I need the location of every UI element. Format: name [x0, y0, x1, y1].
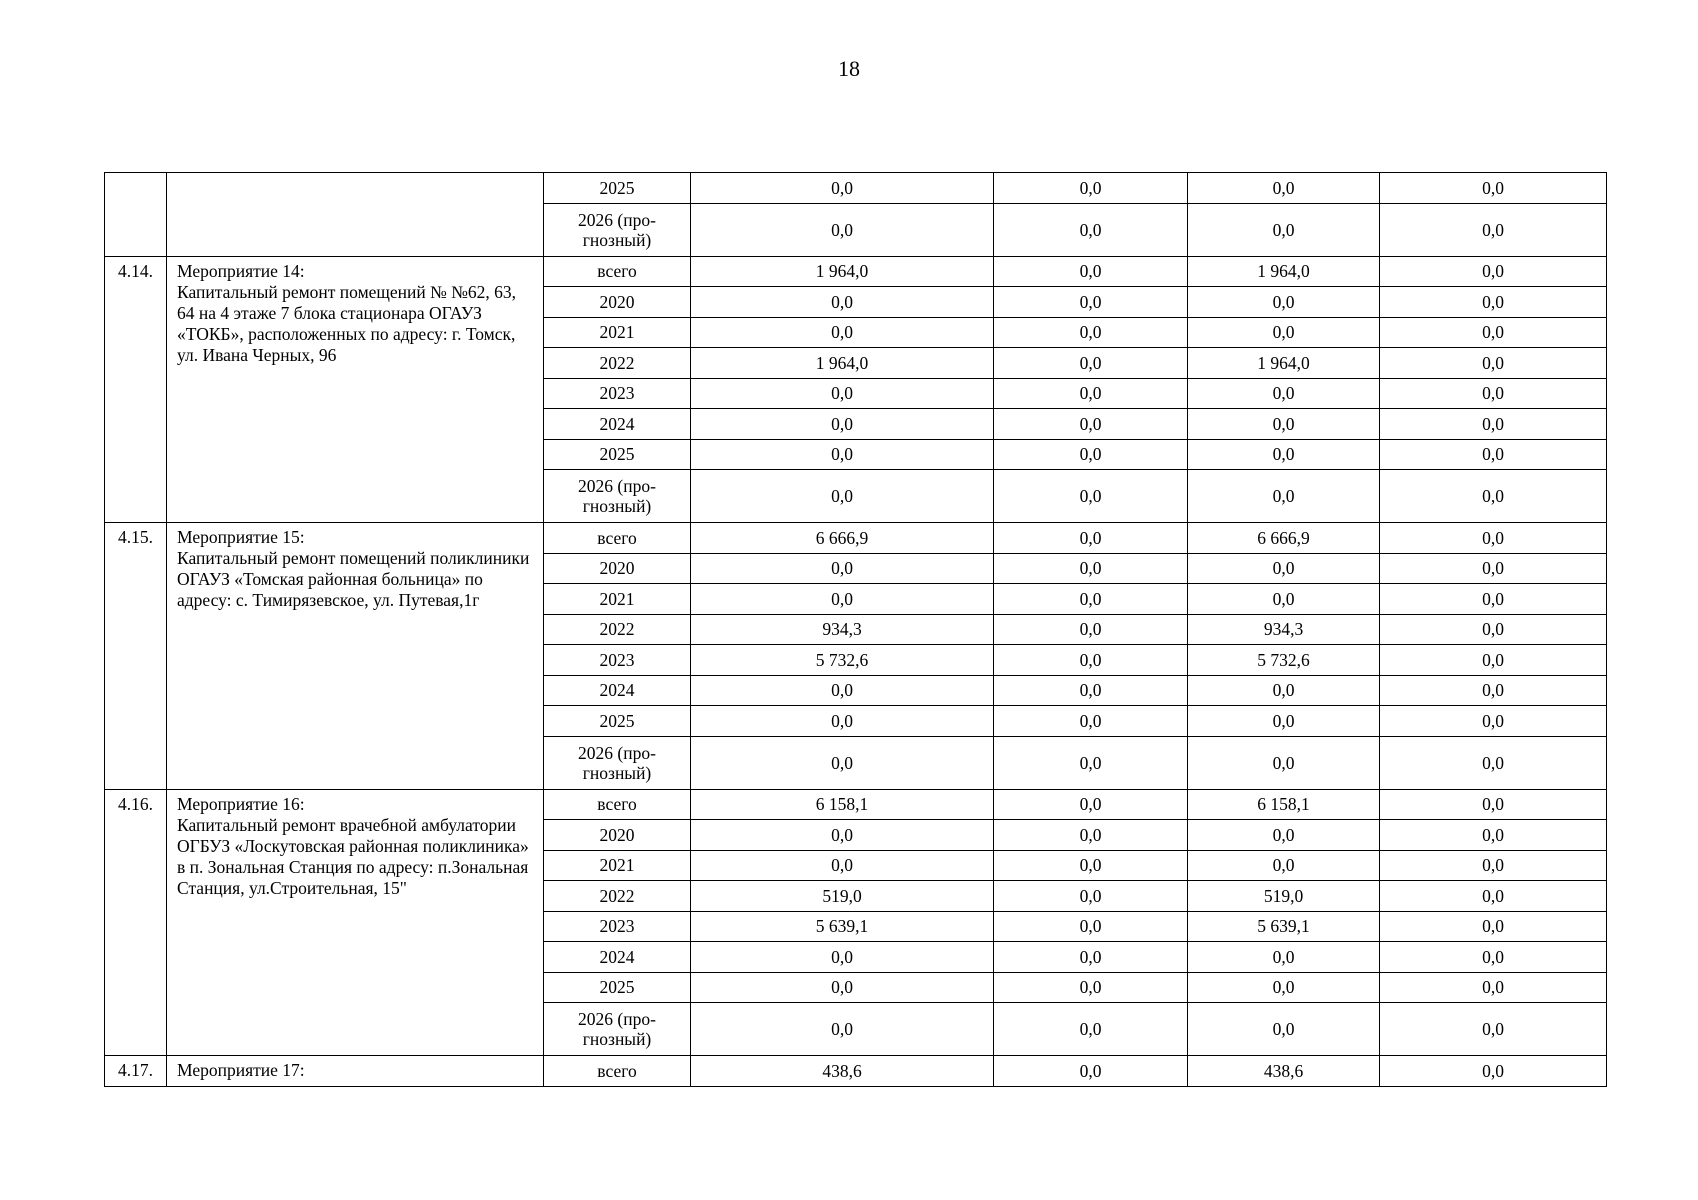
year-cell	[544, 203, 691, 256]
value-cell-4: 0,0	[1380, 736, 1607, 789]
measure-description: Капитальный ремонт врачебной амбулатории ОГБУЗ «Лоскутовская районная поликлиника» в п. Зональная Станция по адресу: п.Зональная Станция, ул.Строительная, 15"	[177, 814, 529, 898]
value-cell-3: 0,0	[1188, 820, 1380, 851]
value-cell-1: 0,0	[691, 439, 994, 470]
value-cell-4: 0,0	[1380, 942, 1607, 973]
value-cell-2: 0,0	[994, 789, 1188, 820]
value-cell-2: 0,0	[994, 348, 1188, 379]
measure-title: Мероприятие 16:	[177, 793, 305, 814]
value-cell-2: 0,0	[994, 409, 1188, 440]
year-cell	[544, 470, 691, 523]
measure-description-cell	[167, 256, 544, 523]
value-cell-4: 0,0	[1380, 173, 1607, 204]
value-cell-3: 6 158,1	[1188, 789, 1380, 820]
value-cell-1: 1 964,0	[691, 348, 994, 379]
value-cell-3: 1 964,0	[1188, 256, 1380, 287]
forecast-year-label-line2: гнозный)	[582, 762, 652, 783]
value-cell-3: 0,0	[1188, 736, 1380, 789]
value-cell-1: 0,0	[691, 409, 994, 440]
value-cell-2: 0,0	[994, 1056, 1188, 1087]
value-cell-3: 0,0	[1188, 317, 1380, 348]
table-row	[105, 173, 1607, 204]
year-cell: 2020	[544, 820, 691, 851]
year-cell: 2022	[544, 881, 691, 912]
value-cell-4: 0,0	[1380, 972, 1607, 1003]
value-cell-1: 0,0	[691, 470, 994, 523]
value-cell-1: 6 158,1	[691, 789, 994, 820]
continuation-number-cell	[105, 173, 167, 257]
measure-title: Мероприятие 17:	[177, 1060, 305, 1080]
value-cell-4: 0,0	[1380, 553, 1607, 584]
value-cell-4: 0,0	[1380, 1056, 1607, 1087]
year-cell: 2024	[544, 942, 691, 973]
value-cell-3: 6 666,9	[1188, 523, 1380, 554]
year-cell: 2021	[544, 584, 691, 615]
budget-table	[104, 172, 1607, 1087]
value-cell-2: 0,0	[994, 706, 1188, 737]
value-cell-2: 0,0	[994, 614, 1188, 645]
year-cell: 2022	[544, 348, 691, 379]
measure-description: Капитальный ремонт помещений поликлиники ОГАУЗ «Томская районная больница» по адресу: с. Тимирязевское, ул. Путевая,1г	[177, 548, 530, 610]
value-cell-2: 0,0	[994, 317, 1188, 348]
value-cell-4: 0,0	[1380, 1003, 1607, 1056]
year-cell	[544, 736, 691, 789]
value-cell-3: 0,0	[1188, 1003, 1380, 1056]
year-cell: 2025	[544, 439, 691, 470]
forecast-year-label-line2: гнозный)	[582, 229, 652, 250]
measure-number-cell: 4.17.	[105, 1056, 167, 1087]
value-cell-3: 0,0	[1188, 706, 1380, 737]
value-cell-3: 0,0	[1188, 173, 1380, 204]
value-cell-1: 0,0	[691, 378, 994, 409]
value-cell-4: 0,0	[1380, 409, 1607, 440]
value-cell-4: 0,0	[1380, 881, 1607, 912]
value-cell-3: 0,0	[1188, 972, 1380, 1003]
value-cell-4: 0,0	[1380, 203, 1607, 256]
forecast-year-label-line2: гнозный)	[582, 1029, 652, 1049]
value-cell-2: 0,0	[994, 470, 1188, 523]
value-cell-2: 0,0	[994, 173, 1188, 204]
measure-number-cell: 4.16.	[105, 789, 167, 1056]
year-cell: 2025	[544, 972, 691, 1003]
value-cell-2: 0,0	[994, 736, 1188, 789]
year-cell: 2020	[544, 287, 691, 318]
table-row	[105, 1056, 1607, 1087]
value-cell-1: 0,0	[691, 553, 994, 584]
value-cell-1: 0,0	[691, 850, 994, 881]
value-cell-2: 0,0	[994, 203, 1188, 256]
measure-number-cell: 4.14.	[105, 256, 167, 523]
value-cell-1: 0,0	[691, 736, 994, 789]
forecast-year-label-line1: 2026 (про-	[578, 476, 656, 496]
value-cell-4: 0,0	[1380, 706, 1607, 737]
forecast-year-label-line2: гнозный)	[582, 496, 652, 516]
value-cell-2: 0,0	[994, 645, 1188, 676]
year-cell: 2025	[544, 706, 691, 737]
value-cell-2: 0,0	[994, 553, 1188, 584]
value-cell-3: 519,0	[1188, 881, 1380, 912]
measure-title: Мероприятие 14:	[177, 260, 305, 281]
value-cell-1: 0,0	[691, 287, 994, 318]
value-cell-1: 0,0	[691, 820, 994, 851]
value-cell-4: 0,0	[1380, 789, 1607, 820]
value-cell-1: 5 732,6	[691, 645, 994, 676]
value-cell-2: 0,0	[994, 675, 1188, 706]
value-cell-3: 0,0	[1188, 850, 1380, 881]
year-cell: всего	[544, 256, 691, 287]
value-cell-1: 0,0	[691, 942, 994, 973]
table-row	[105, 789, 1607, 820]
value-cell-3: 0,0	[1188, 675, 1380, 706]
measure-title: Мероприятие 15:	[177, 527, 305, 547]
value-cell-4: 0,0	[1380, 470, 1607, 523]
value-cell-2: 0,0	[994, 850, 1188, 881]
page-number: 18	[838, 56, 860, 81]
value-cell-4: 0,0	[1380, 317, 1607, 348]
value-cell-4: 0,0	[1380, 584, 1607, 615]
value-cell-4: 0,0	[1380, 348, 1607, 379]
value-cell-4: 0,0	[1380, 523, 1607, 554]
value-cell-4: 0,0	[1380, 439, 1607, 470]
value-cell-4: 0,0	[1380, 287, 1607, 318]
value-cell-4: 0,0	[1380, 850, 1607, 881]
measure-number-cell: 4.15.	[105, 523, 167, 790]
value-cell-1: 0,0	[691, 584, 994, 615]
value-cell-3: 0,0	[1188, 287, 1380, 318]
value-cell-1: 0,0	[691, 173, 994, 204]
forecast-year-label-line1: 2026 (про-	[578, 1009, 656, 1029]
year-cell: 2023	[544, 645, 691, 676]
value-cell-1: 0,0	[691, 1003, 994, 1056]
value-cell-1: 519,0	[691, 881, 994, 912]
value-cell-4: 0,0	[1380, 645, 1607, 676]
value-cell-1: 5 639,1	[691, 911, 994, 942]
year-cell: 2021	[544, 850, 691, 881]
value-cell-2: 0,0	[994, 287, 1188, 318]
year-cell: всего	[544, 789, 691, 820]
value-cell-2: 0,0	[994, 881, 1188, 912]
value-cell-4: 0,0	[1380, 675, 1607, 706]
year-cell: 2023	[544, 378, 691, 409]
value-cell-1: 438,6	[691, 1056, 994, 1087]
value-cell-2: 0,0	[994, 972, 1188, 1003]
measure-description: Капитальный ремонт помещений № №62, 63, 64 на 4 этаже 7 блока стационара ОГАУЗ «ТОКБ», расположенных по адресу: г. Томск, ул. Ивана Черных, 96	[177, 281, 517, 365]
value-cell-4: 0,0	[1380, 256, 1607, 287]
value-cell-3: 1 964,0	[1188, 348, 1380, 379]
value-cell-4: 0,0	[1380, 820, 1607, 851]
value-cell-1: 0,0	[691, 972, 994, 1003]
value-cell-4: 0,0	[1380, 614, 1607, 645]
forecast-year-label-line1: 2026 (про-	[578, 742, 656, 763]
table-body	[105, 173, 1607, 1087]
value-cell-2: 0,0	[994, 942, 1188, 973]
value-cell-2: 0,0	[994, 256, 1188, 287]
year-cell: 2020	[544, 553, 691, 584]
value-cell-2: 0,0	[994, 378, 1188, 409]
year-cell: всего	[544, 523, 691, 554]
measure-description-cell	[167, 789, 544, 1056]
value-cell-1: 934,3	[691, 614, 994, 645]
year-cell: 2023	[544, 911, 691, 942]
value-cell-1: 1 964,0	[691, 256, 994, 287]
value-cell-2: 0,0	[994, 1003, 1188, 1056]
value-cell-2: 0,0	[994, 439, 1188, 470]
year-cell	[544, 1003, 691, 1056]
year-cell: всего	[544, 1056, 691, 1087]
value-cell-2: 0,0	[994, 820, 1188, 851]
measure-description-cell	[167, 1056, 544, 1087]
value-cell-3: 0,0	[1188, 584, 1380, 615]
value-cell-3: 0,0	[1188, 378, 1380, 409]
value-cell-2: 0,0	[994, 584, 1188, 615]
year-cell: 2025	[544, 173, 691, 204]
value-cell-1: 0,0	[691, 203, 994, 256]
year-cell: 2021	[544, 317, 691, 348]
value-cell-2: 0,0	[994, 523, 1188, 554]
value-cell-3: 0,0	[1188, 439, 1380, 470]
value-cell-4: 0,0	[1380, 378, 1607, 409]
value-cell-3: 0,0	[1188, 553, 1380, 584]
value-cell-3: 438,6	[1188, 1056, 1380, 1087]
year-cell: 2022	[544, 614, 691, 645]
value-cell-3: 0,0	[1188, 470, 1380, 523]
table-row	[105, 256, 1607, 287]
value-cell-3: 0,0	[1188, 942, 1380, 973]
forecast-year-label-line1: 2026 (про-	[578, 209, 656, 230]
year-cell: 2024	[544, 409, 691, 440]
value-cell-1: 0,0	[691, 675, 994, 706]
value-cell-3: 5 732,6	[1188, 645, 1380, 676]
measure-description-cell	[167, 523, 544, 790]
value-cell-3: 0,0	[1188, 203, 1380, 256]
table-row	[105, 523, 1607, 554]
continuation-description-cell	[167, 173, 544, 257]
value-cell-1: 6 666,9	[691, 523, 994, 554]
value-cell-2: 0,0	[994, 911, 1188, 942]
value-cell-3: 934,3	[1188, 614, 1380, 645]
value-cell-3: 5 639,1	[1188, 911, 1380, 942]
value-cell-4: 0,0	[1380, 911, 1607, 942]
value-cell-3: 0,0	[1188, 409, 1380, 440]
value-cell-1: 0,0	[691, 317, 994, 348]
year-cell: 2024	[544, 675, 691, 706]
value-cell-1: 0,0	[691, 706, 994, 737]
